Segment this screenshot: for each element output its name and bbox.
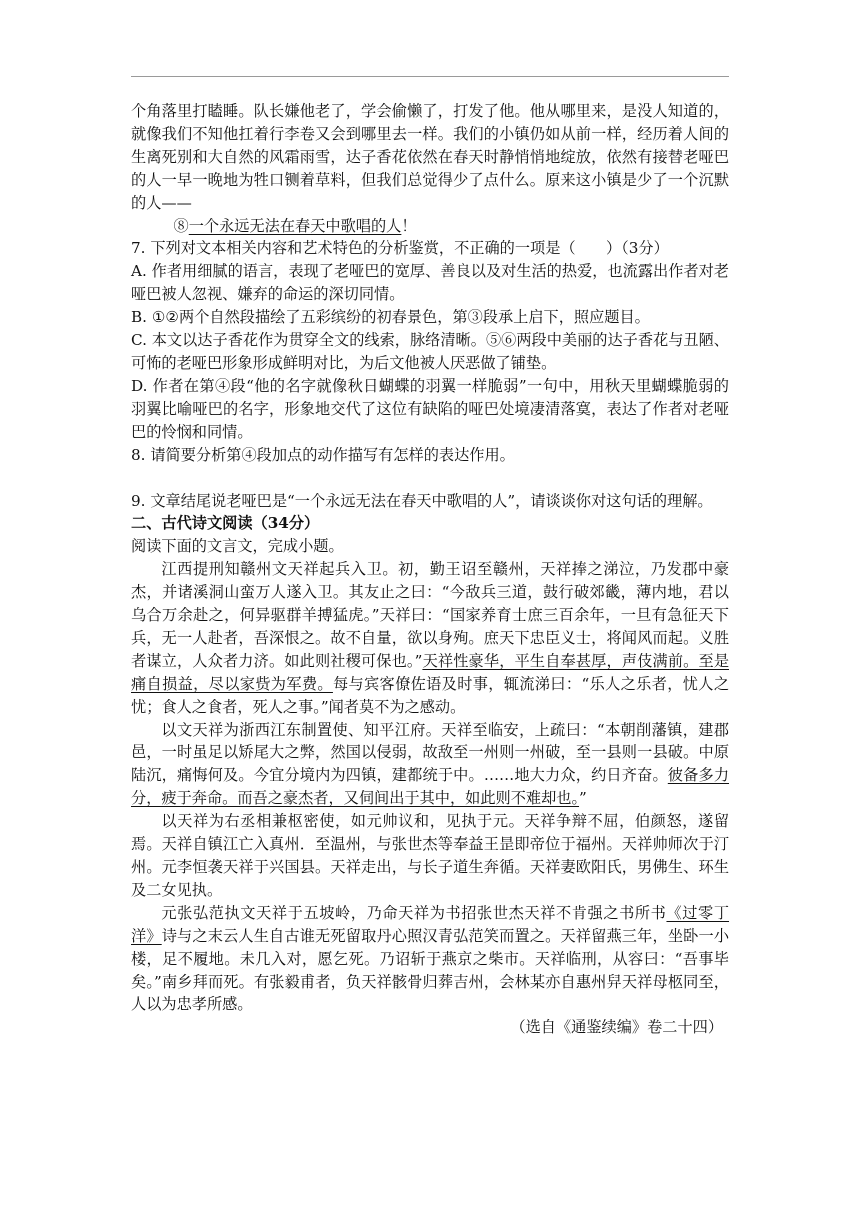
underlined-sentence-3: 彼备多力分，疲于奔命。而吾之豪杰者，又伺间出于其中，如此则不难却也。 [131,766,730,808]
paragraph-2-text: 以文天祥为浙西江东制置使、知平江府。天祥至临安，上疏曰：“本朝削藩镇，建郡邑，一时虽足以矫尾大之弊，然国以侵弱，故敌至一州则一州破，至一县则一县破。中原陆沉，痛悔何及。今宜分境内为四镇，建都统于中。……地大力众，约日齐奋。 [131,720,729,785]
paragraph-4-text-end: 诗与之末云人生自古谁无死留取丹心照汉青弘范笑而置之。天祥留燕三年，坐卧一小楼，足不履地。未几入对，愿乞死。乃诏斩于燕京之柴市。天祥临刑，从容曰：“吾事毕矣。”南乡拜而死。有张毅甫者，负天祥骸骨归葬吉州，会林某亦自惠州舁天祥母柩同至，人以为忠孝所感。 [131,926,730,1014]
underlined-sentence-1: 天祥性豪华，平生自奉甚厚，声伎满前。 [422,651,699,670]
question-8: 8. 请简要分析第④段加点的动作描写有怎样的表达作用。 [131,445,515,464]
underlined-final-sentence: 一个永远无法在春天中歌唱的人 [188,216,402,235]
question-7-option-d: D. 作者在第④段“他的名字就像秋日蝴蝶的羽翼一样脆弱”一句中，用秋天里蝴蝶脆弱的羽翼比喻哑巴的名字，形象地交代了这位有缺陷的哑巴处境凄清落寞，表达了作者对老哑巴的怜悯和同情。 [131,376,729,441]
question-7-option-c: C. 本文以达子香花作为贯穿全文的线索，脉络清晰。⑤⑥两段中美丽的达子香花与丑陋、可怖的老哑巴形象形成鲜明对比，为后文他被人厌恶做了铺垫。 [131,331,729,372]
paragraph-marker: ⑧ [173,216,189,235]
document-body [131,100,729,1039]
question-9: 9. 文章结尾说老哑巴是“一个永远无法在春天中歌唱的人”，请谈谈你对这句话的理解。 [131,491,713,510]
section-2-heading: 二、古代诗文阅读（34分） [131,514,320,533]
classical-paragraph-4 [131,902,729,1017]
paragraph-4-text: 元张弘范执文天祥于五坡岭，乃命天祥为书招张世杰天祥不肯强之书所书 [161,903,667,922]
story-closing-paragraph: 个角落里打瞌睡。队长嫌他老了，学会偷懒了，打发了他。他从哪里来，是没人知道的，就像我们不知他扛着行李卷又会到哪里去一样。我们的小镇仍如从前一样，经历着人间的生离死别和大自然的风霜雨雪，达子香花依然在春天时静悄悄地绽放，依然有接替老哑巴的人一早一晚地为牲口铡着草料，但我们总觉得少了点什么。原来这小镇是少了一个沉默的人—— [131,102,729,212]
question-7-option-a: A. 作者用细腻的语言，表现了老哑巴的宽厚、善良以及对生活的热爱，也流露出作者对老哑巴被人忽视、嫌弃的命运的深切同情。 [131,262,729,304]
classical-paragraph-3: 以天祥为右丞相兼枢密使，如元帅议和，见执于元。天祥争辩不屈，伯颜怒，遂留焉。天祥自镇江亡入真州．至温州，与张世杰等奉益王昰即帝位于福州。天祥帅师次于汀州。元李恒袭天祥于兴国县。天祥走出，与长子道生奔循。天祥妻欧阳氏，男佛生、环生及二女见执。 [131,812,729,899]
question-7-stem: 7. 下列对文本相关内容和艺术特色的分析鉴赏，不正确的一项是（ ）（3分） [131,239,669,258]
classical-paragraph-1 [131,558,729,718]
paragraph-2-text-end: ” [579,789,587,808]
source-citation: （选自《通鉴续编》卷二十四） [510,1018,723,1037]
section-2-instruction: 阅读下面的文言文，完成小题。 [131,537,344,556]
paragraph-1-text: 江西提刑知赣州文天祥起兵入卫。初，勤王诏至赣州，天祥捧之涕泣，乃发郡中豪杰，并诸溪洞山蛮万人遂入卫。其友止之曰：“今敌兵三道，鼓行破郊畿，薄内地，君以乌合万余赴之，何异驱群羊搏猛虎。”天祥曰：“国家养育士庶三百余年，一旦有急征天下兵，无一人赴者，吾深恨之。故不自量，欲以身殉。庶天下忠臣义士，将闻风而起。义胜者谋立，人众者力济。如此则社稷可保也。” [131,560,729,670]
answer-space [131,467,729,490]
underlined-sentence-2: 至是痛自损益，尽以家赀为军费。 [131,651,730,693]
question-7-option-b: B. ①②两个自然段描绘了五彩缤纷的初春景色，第③段承上启下，照应题目。 [131,308,650,327]
classical-paragraph-2 [131,719,729,811]
paragraph-1-text-end: 每与宾客僚佐语及时事，辄流涕曰：“乐人之乐者，忧人之忧；食人之食者，死人之事。”闻者莫不为之感动。 [131,674,730,716]
final-punctuation: ！ [401,216,417,235]
header-rule [131,76,729,77]
poem-title: 《过零丁洋》 [131,903,730,945]
story-final-line [131,215,729,238]
